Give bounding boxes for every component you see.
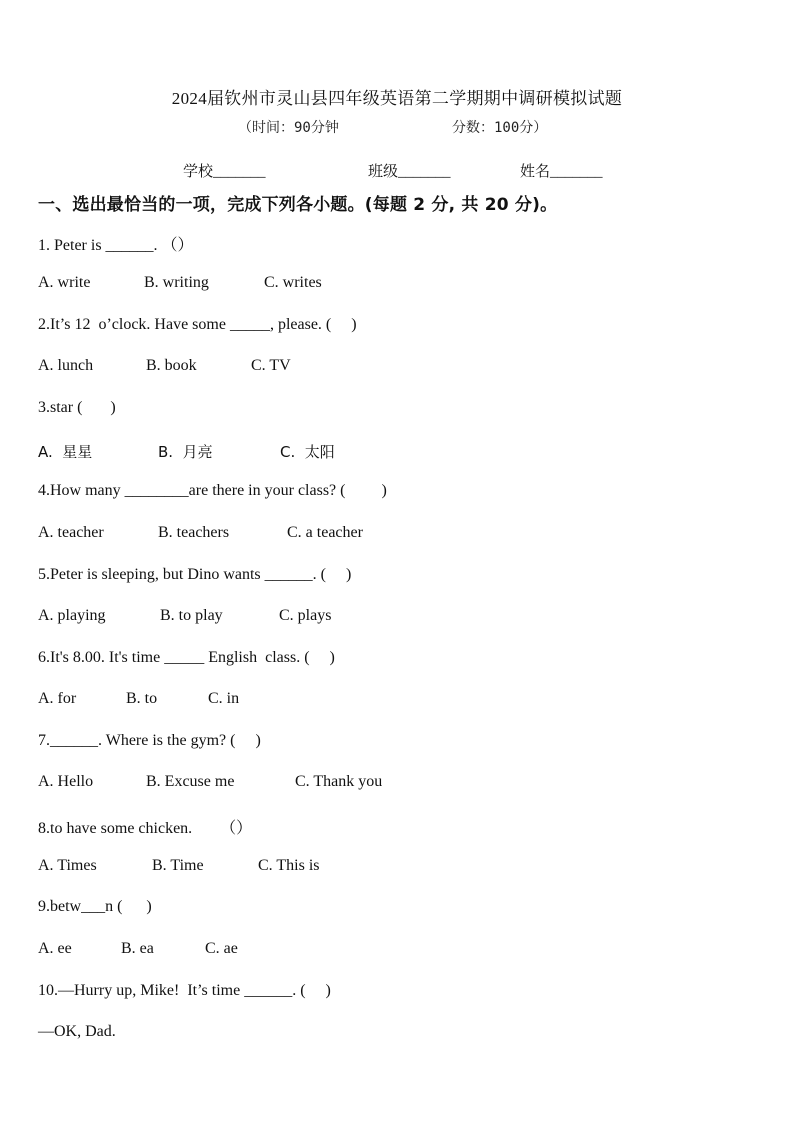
question-7-option-a: A. Hello <box>38 773 94 790</box>
question-7-stem: 7.______. Where is the gym? ( ) <box>38 732 261 749</box>
question-4-option-c: C. a teacher <box>287 524 363 541</box>
question-7-option-c: C. Thank you <box>295 773 383 790</box>
question-1-option-b: B. writing <box>144 274 209 291</box>
question-10-stem: 10.—Hurry up, Mike! It’s time ______. ( ) <box>38 982 331 999</box>
exam-score: 分数：100分） <box>452 120 548 136</box>
question-5-option-a: A. playing <box>38 607 106 624</box>
question-3-option-b: B. 月亮 <box>158 443 213 461</box>
question-1-option-c: C. writes <box>264 274 322 291</box>
question-8-option-a: A. Times <box>38 857 97 874</box>
school-field: 学校_______ <box>183 164 266 180</box>
question-8-option-c: C. This is <box>258 857 320 874</box>
section-heading: 一、选出最恰当的一项，完成下列各小题。(每题 2 分, 共 20 分)。 <box>38 195 558 215</box>
question-8-stem: 8.to have some chicken. （） <box>38 820 253 837</box>
question-9-option-b: B. ea <box>121 940 154 957</box>
question-3-stem: 3.star ( ) <box>38 399 116 416</box>
question-9-stem: 9.betw___n ( ) <box>38 898 152 915</box>
question-4-option-b: B. teachers <box>158 524 230 541</box>
question-6-stem: 6.It's 8.00. It's time _____ English class. ( ) <box>38 649 335 666</box>
question-2-stem: 2.It’s 12 o’clock. Have some _____, please. ( ) <box>38 316 357 333</box>
question-8-option-b: B. Time <box>152 857 204 874</box>
name-field: 姓名_______ <box>520 164 603 180</box>
page-title: 2024届钦州市灵山县四年级英语第二学期期中调研模拟试题 <box>171 89 623 108</box>
question-2-option-a: A. lunch <box>38 357 94 374</box>
question-5-option-c: C. plays <box>279 607 332 624</box>
question-9-option-a: A. ee <box>38 940 72 957</box>
question-2-option-c: C. TV <box>251 357 291 374</box>
class-field: 班级_______ <box>368 164 451 180</box>
question-1-option-a: A. write <box>38 274 91 291</box>
question-2-option-b: B. book <box>146 357 197 374</box>
question-5-option-b: B. to play <box>160 607 223 624</box>
question-4-stem: 4.How many ________are there in your class? ( ) <box>38 482 387 499</box>
question-7-option-b: B. Excuse me <box>146 773 235 790</box>
question-5-stem: 5.Peter is sleeping, but Dino wants ______. ( ) <box>38 566 352 583</box>
question-1-stem: 1. Peter is ______. （） <box>38 237 194 254</box>
question-6-option-b: B. to <box>126 690 158 707</box>
question-3-option-c: C. 太阳 <box>280 443 335 461</box>
question-4-option-a: A. teacher <box>38 524 104 541</box>
question-3-option-a: A. 星星 <box>38 443 93 461</box>
question-10-reply: —OK, Dad. <box>38 1023 116 1040</box>
question-9-option-c: C. ae <box>205 940 238 957</box>
question-6-option-a: A. for <box>38 690 77 707</box>
question-6-option-c: C. in <box>208 690 240 707</box>
exam-time: （时间：90分钟 <box>238 120 339 136</box>
